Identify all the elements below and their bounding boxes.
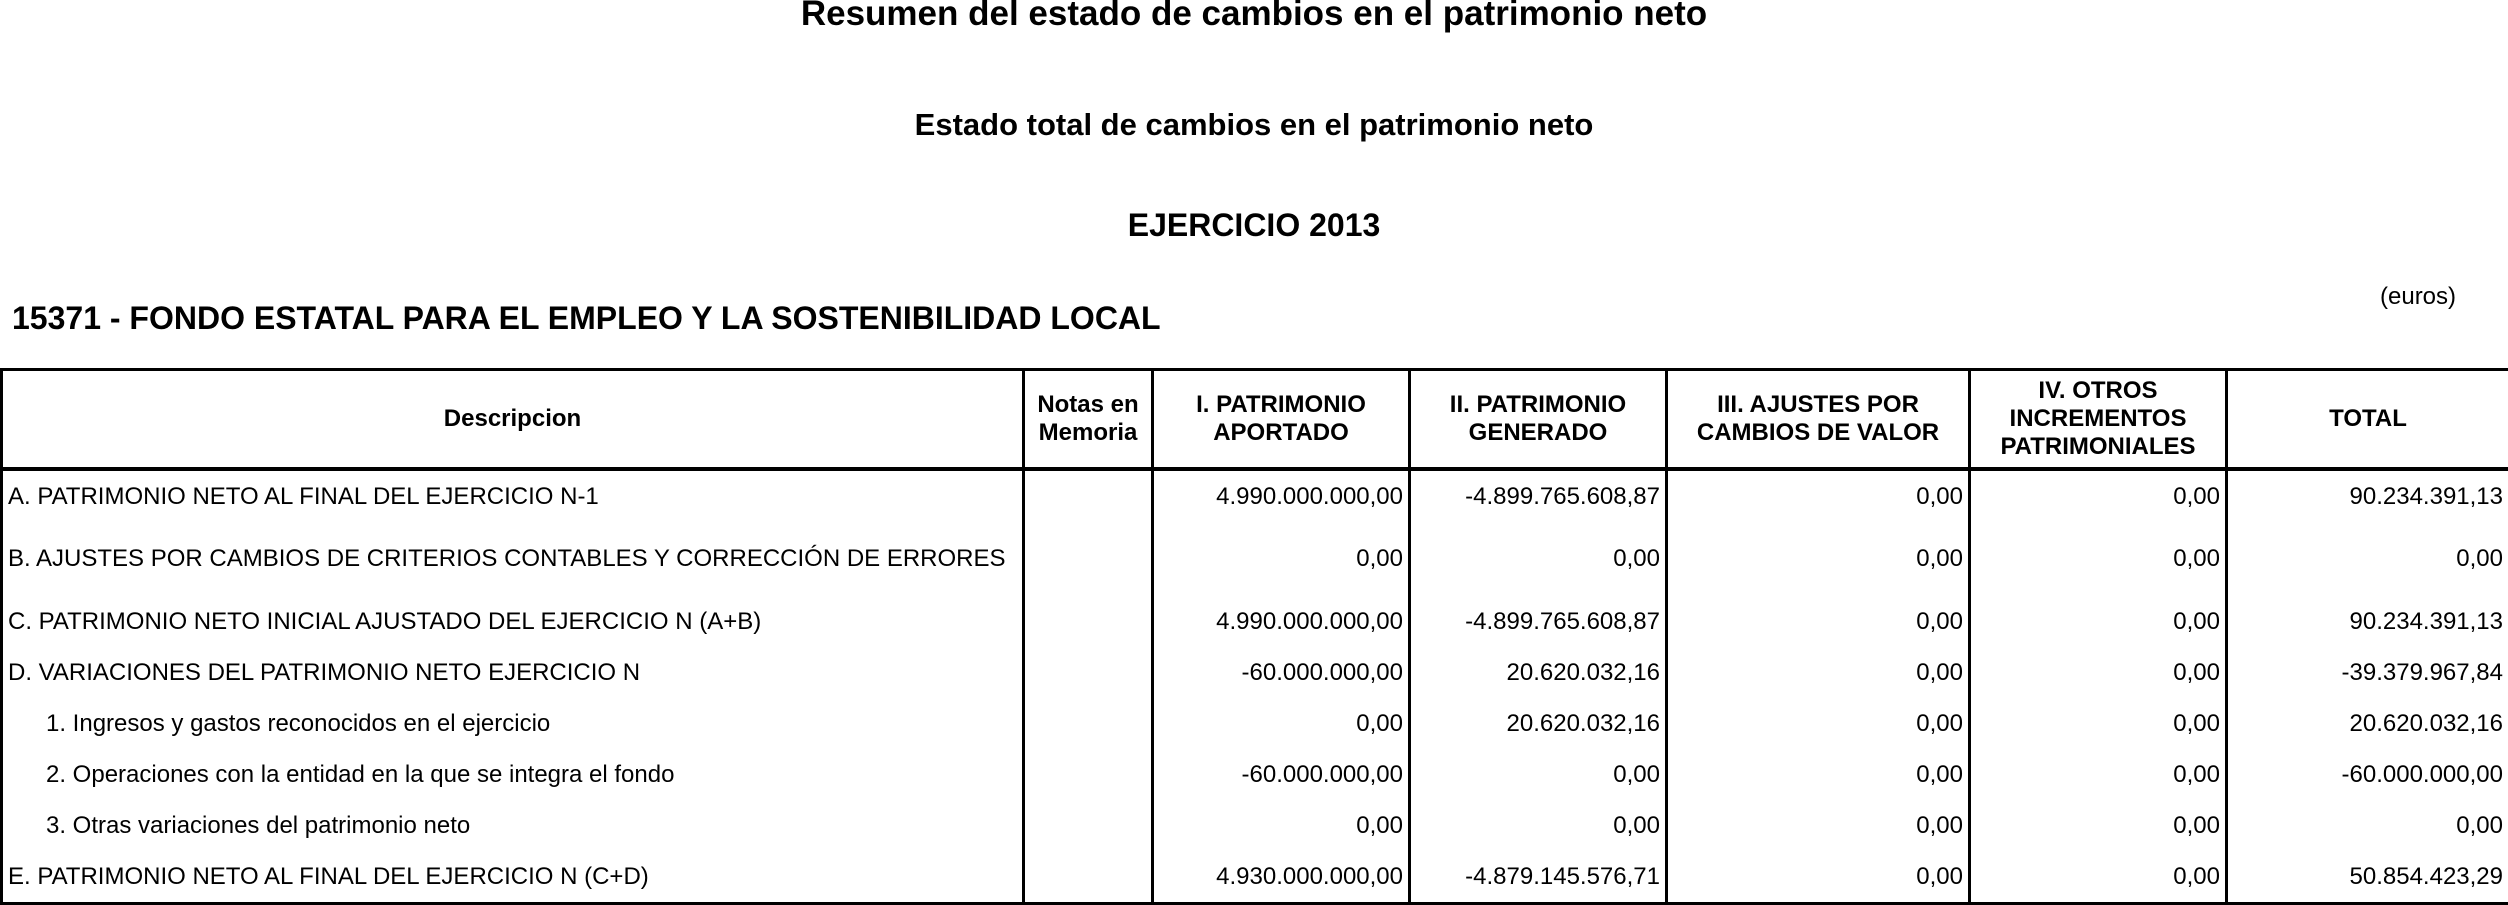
cell-total: -60.000.000,00 — [2227, 749, 2508, 800]
row-notes — [1024, 851, 1153, 904]
cell-ajustes: 0,00 — [1667, 469, 1970, 522]
table-row — [2, 800, 2508, 851]
cell-patrimonio-aportado: 4.990.000.000,00 — [1153, 469, 1410, 522]
cell-patrimonio-aportado: -60.000.000,00 — [1153, 647, 1410, 698]
row-description: 3. Otras variaciones del patrimonio neto — [2, 800, 1024, 851]
cell-ajustes: 0,00 — [1667, 647, 1970, 698]
row-description: E. PATRIMONIO NETO AL FINAL DEL EJERCICIO N (C+D) — [2, 851, 1024, 904]
cell-otros-incrementos: 0,00 — [1970, 596, 2227, 647]
cell-ajustes: 0,00 — [1667, 851, 1970, 904]
cell-otros-incrementos: 0,00 — [1970, 851, 2227, 904]
cell-ajustes: 0,00 — [1667, 698, 1970, 749]
table-row — [2, 647, 2508, 698]
cell-ajustes: 0,00 — [1667, 800, 1970, 851]
table-row — [2, 596, 2508, 647]
column-header: II. PATRIMONIO GENERADO — [1410, 370, 1667, 470]
row-notes — [1024, 596, 1153, 647]
cell-patrimonio-generado: 0,00 — [1410, 522, 1667, 596]
cell-patrimonio-aportado: -60.000.000,00 — [1153, 749, 1410, 800]
column-header: I. PATRIMONIO APORTADO — [1153, 370, 1410, 470]
cell-ajustes: 0,00 — [1667, 596, 1970, 647]
column-header: TOTAL — [2227, 370, 2508, 470]
column-header: Notas en Memoria — [1024, 370, 1153, 470]
row-notes — [1024, 800, 1153, 851]
cell-patrimonio-generado: 0,00 — [1410, 749, 1667, 800]
cell-otros-incrementos: 0,00 — [1970, 522, 2227, 596]
cell-patrimonio-aportado: 0,00 — [1153, 800, 1410, 851]
table-row — [2, 749, 2508, 800]
table-header-row — [2, 370, 2508, 470]
cell-otros-incrementos: 0,00 — [1970, 469, 2227, 522]
column-header: IV. OTROS INCREMENTOS PATRIMONIALES — [1970, 370, 2227, 470]
cell-otros-incrementos: 0,00 — [1970, 647, 2227, 698]
cell-patrimonio-aportado: 4.930.000.000,00 — [1153, 851, 1410, 904]
table-row — [2, 469, 2508, 522]
cell-patrimonio-generado: -4.899.765.608,87 — [1410, 469, 1667, 522]
cell-total: 90.234.391,13 — [2227, 596, 2508, 647]
cell-ajustes: 0,00 — [1667, 522, 1970, 596]
table-row — [2, 851, 2508, 904]
row-notes — [1024, 698, 1153, 749]
table-row — [2, 698, 2508, 749]
cell-total: 90.234.391,13 — [2227, 469, 2508, 522]
cell-patrimonio-aportado: 0,00 — [1153, 698, 1410, 749]
cell-total: 50.854.423,29 — [2227, 851, 2508, 904]
equity-changes-table — [0, 368, 2508, 905]
cell-total: 0,00 — [2227, 800, 2508, 851]
cell-total: -39.379.967,84 — [2227, 647, 2508, 698]
cell-otros-incrementos: 0,00 — [1970, 800, 2227, 851]
cell-patrimonio-aportado: 4.990.000.000,00 — [1153, 596, 1410, 647]
row-notes — [1024, 522, 1153, 596]
row-description: D. VARIACIONES DEL PATRIMONIO NETO EJERCICIO N — [2, 647, 1024, 698]
cell-patrimonio-generado: 0,00 — [1410, 800, 1667, 851]
row-notes — [1024, 469, 1153, 522]
row-notes — [1024, 749, 1153, 800]
row-description: 2. Operaciones con la entidad en la que se integra el fondo — [2, 749, 1024, 800]
fiscal-year: EJERCICIO 2013 — [0, 207, 2508, 244]
row-description: 1. Ingresos y gastos reconocidos en el ejercicio — [2, 698, 1024, 749]
entity-name: 15371 - FONDO ESTATAL PARA EL EMPLEO Y LA SOSTENIBILIDAD LOCAL — [12, 300, 1161, 337]
cell-total: 20.620.032,16 — [2227, 698, 2508, 749]
cell-otros-incrementos: 0,00 — [1970, 698, 2227, 749]
main-title: Resumen del estado de cambios en el patrimonio neto — [0, 0, 2508, 34]
subtitle: Estado total de cambios en el patrimonio neto — [0, 107, 2508, 143]
cell-patrimonio-generado: -4.879.145.576,71 — [1410, 851, 1667, 904]
row-description: A. PATRIMONIO NETO AL FINAL DEL EJERCICIO N-1 — [2, 469, 1024, 522]
cell-patrimonio-generado: 20.620.032,16 — [1410, 647, 1667, 698]
column-header: Descripcion — [2, 370, 1024, 470]
row-description: C. PATRIMONIO NETO INICIAL AJUSTADO DEL EJERCICIO N (A+B) — [2, 596, 1024, 647]
cell-otros-incrementos: 0,00 — [1970, 749, 2227, 800]
currency-units: (euros) — [2380, 283, 2456, 311]
cell-patrimonio-aportado: 0,00 — [1153, 522, 1410, 596]
row-description: B. AJUSTES POR CAMBIOS DE CRITERIOS CONTABLES Y CORRECCIÓN DE ERRORES — [2, 522, 1024, 596]
cell-ajustes: 0,00 — [1667, 749, 1970, 800]
cell-patrimonio-generado: 20.620.032,16 — [1410, 698, 1667, 749]
cell-patrimonio-generado: -4.899.765.608,87 — [1410, 596, 1667, 647]
table-row — [2, 522, 2508, 596]
cell-total: 0,00 — [2227, 522, 2508, 596]
column-header: III. AJUSTES POR CAMBIOS DE VALOR — [1667, 370, 1970, 470]
row-notes — [1024, 647, 1153, 698]
